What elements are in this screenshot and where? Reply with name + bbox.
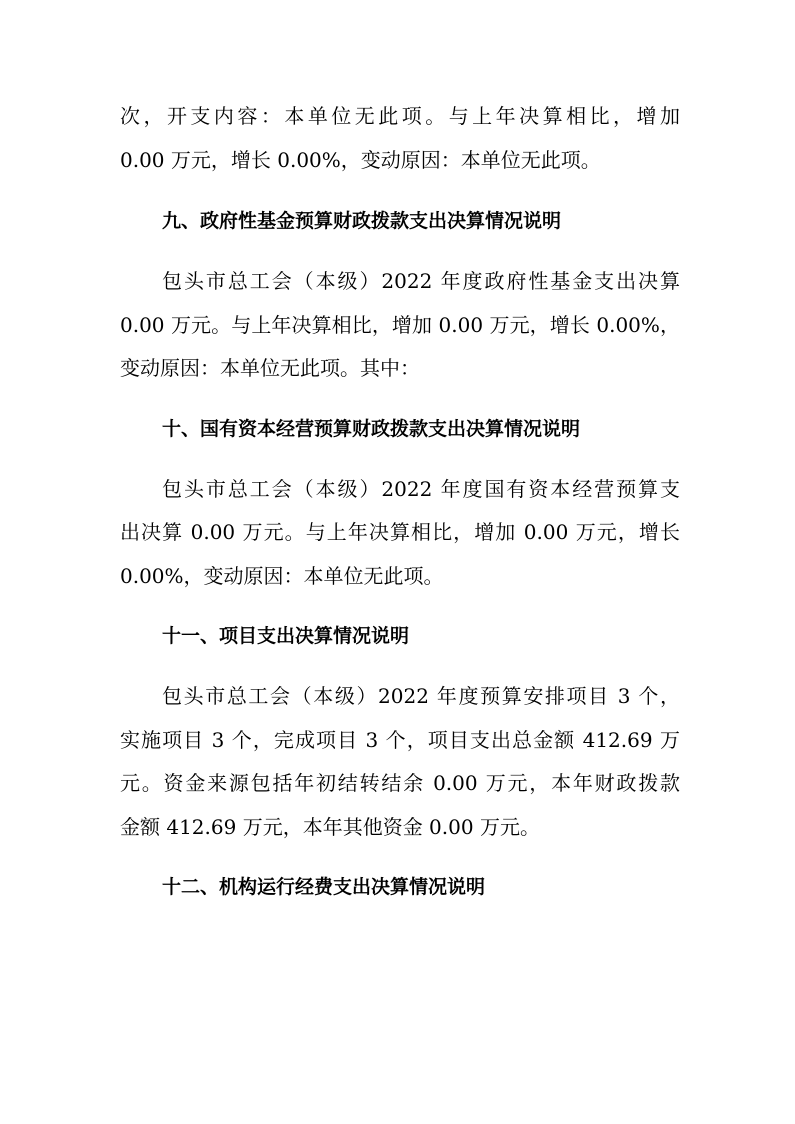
paragraph-line: 变动原因：本单位无此项。其中： <box>120 356 420 380</box>
paragraph-line: 包头市总工会（本级）2022 年度预算安排项目 3 个， <box>162 684 680 708</box>
paragraph-line: 0.00 万元。与上年决算相比，增加 0.00 万元，增长 0.00%， <box>120 313 680 337</box>
paragraph-line: 0.00%，变动原因：本单位无此项。 <box>120 564 444 588</box>
section-heading: 十二、机构运行经费支出决算情况说明 <box>162 876 486 898</box>
paragraph-line: 次，开支内容：本单位无此项。与上年决算相比，增加 <box>120 104 680 128</box>
paragraph-line: 包头市总工会（本级）2022 年度政府性基金支出决算 <box>162 269 680 293</box>
section-heading: 九、政府性基金预算财政拨款支出决算情况说明 <box>162 210 562 232</box>
paragraph-line: 出决算 0.00 万元。与上年决算相比，增加 0.00 万元，增长 <box>120 520 680 544</box>
section-heading: 十一、项目支出决算情况说明 <box>162 625 410 647</box>
paragraph-line: 金额 412.69 万元，本年其他资金 0.00 万元。 <box>120 815 540 839</box>
paragraph-line: 包头市总工会（本级）2022 年度国有资本经营预算支 <box>162 477 680 501</box>
paragraph-line: 实施项目 3 个，完成项目 3 个，项目支出总金额 412.69 万 <box>120 728 680 752</box>
paragraph-line: 0.00 万元，增长 0.00%，变动原因：本单位无此项。 <box>120 148 601 172</box>
section-heading: 十、国有资本经营预算财政拨款支出决算情况说明 <box>162 418 581 440</box>
paragraph-line: 元。资金来源包括年初结转结余 0.00 万元，本年财政拨款 <box>120 771 680 795</box>
